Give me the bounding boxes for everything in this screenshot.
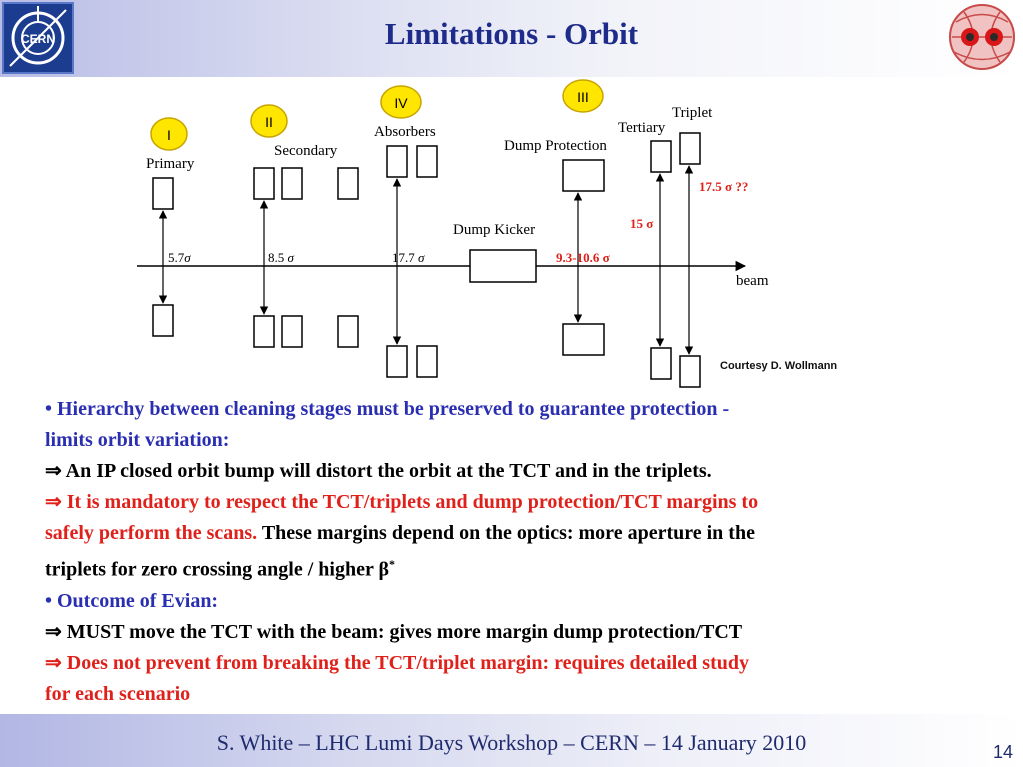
stage-badge-iii (563, 80, 603, 112)
label-dump-protection: Dump Protection (504, 138, 607, 154)
bullet-evian: • Outcome of Evian: (45, 589, 219, 612)
courtesy-note: Courtesy D. Wollmann (720, 360, 838, 372)
label-primary: Primary (146, 156, 195, 172)
stage-badge-i (151, 118, 187, 150)
sigma-tertiary-symbol: σ (646, 216, 654, 231)
sigma-absorbers-symbol: σ (418, 250, 425, 265)
sigma-absorbers-value: 17.7 (392, 250, 415, 265)
sigma-primary (168, 250, 191, 266)
implication-orbit-bump: ⇒ An IP closed orbit bump will distort the orbit at the TCT and in the triplets. (45, 460, 712, 482)
stage-badge-ii (251, 105, 287, 137)
bullet-hierarchy-cont: limits orbit variation: (45, 429, 230, 451)
margins-optics-text: These margins depend on the optics: more aperture in the (257, 522, 755, 544)
label-absorbers: Absorbers (374, 124, 436, 140)
triplets-aperture-text: triplets for zero crossing angle / higher β (45, 558, 390, 581)
label-beam: beam (736, 273, 769, 289)
label-triplet: Triplet (672, 105, 713, 121)
sigma-dump-protection-value: 9.3-10.6 (556, 250, 600, 265)
dump-kicker-box (470, 250, 536, 282)
sigma-absorbers (392, 250, 424, 266)
sigma-dump-protection-symbol: σ (602, 250, 610, 265)
sigma-tertiary-value: 15 (630, 216, 643, 231)
page-number: 14 (992, 742, 1013, 762)
bullet-hierarchy: • Hierarchy between cleaning stages must be preserved to guarantee protection - (45, 398, 730, 420)
beta-star-sup: * (389, 557, 396, 571)
implication-breaking-margin: ⇒ Does not prevent from breaking the TCT/triplet margin: requires detailed study (45, 651, 749, 674)
svg-text:IV: IV (394, 95, 408, 111)
svg-text:II: II (265, 114, 273, 130)
svg-text:I: I (167, 127, 171, 143)
sigma-triplet (699, 179, 748, 195)
slide-title: Limitations - Orbit (384, 16, 639, 51)
triplets-aperture-line (45, 549, 995, 586)
sigma-primary-value: 5.7 (168, 250, 185, 265)
sigma-triplet-suffix: ?? (735, 179, 749, 194)
sigma-primary-symbol: σ (184, 250, 191, 265)
sigma-secondary-value: 8.5 (268, 250, 285, 265)
sigma-secondary-symbol: σ (287, 250, 294, 265)
implication-mandatory-cont (45, 518, 995, 549)
label-tertiary: Tertiary (618, 120, 666, 136)
sigma-secondary (268, 250, 294, 266)
svg-text:III: III (577, 89, 589, 105)
tertiary-jaws (651, 141, 671, 379)
label-secondary: Secondary (274, 143, 338, 159)
collimation-diagram (120, 78, 900, 390)
sigma-triplet-symbol: σ (725, 179, 733, 194)
sigma-tertiary (630, 216, 653, 232)
stage-badge-iv (381, 86, 421, 118)
sigma-triplet-value: 17.5 (699, 179, 722, 194)
sigma-dump-protection (556, 250, 610, 266)
mandatory-red-text: safely perform the scans. (45, 522, 258, 544)
implication-mandatory: ⇒ It is mandatory to respect the TCT/triplets and dump protection/TCT margins to (45, 491, 759, 513)
triplet-jaws (680, 133, 700, 387)
svg-text:CERN: CERN (20, 32, 56, 46)
implication-move-tct: ⇒ MUST move the TCT with the beam: gives more margin dump protection/TCT (45, 620, 743, 643)
label-dump-kicker: Dump Kicker (453, 222, 536, 238)
slide-body (45, 394, 995, 710)
footer-text: S. White – LHC Lumi Days Workshop – CERN – 14 January 2010 (216, 730, 807, 755)
implication-breaking-margin-cont: for each scenario (45, 682, 191, 705)
